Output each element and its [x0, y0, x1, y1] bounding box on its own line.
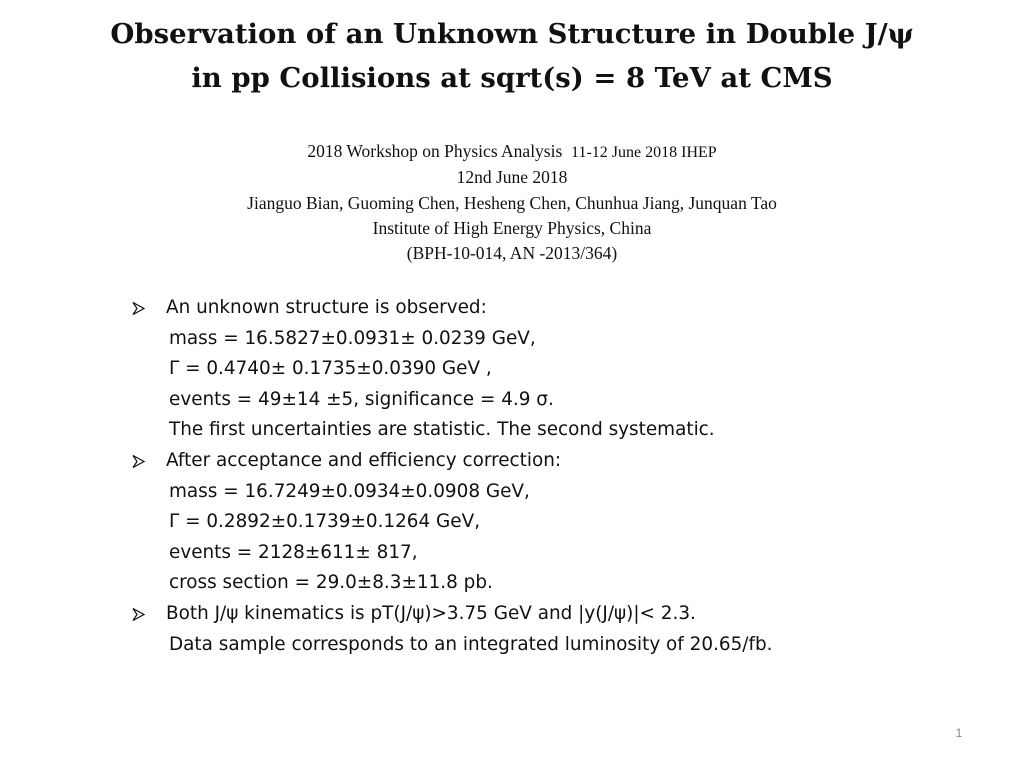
arrow-bullet-icon — [131, 454, 146, 469]
page-number: 1 — [955, 726, 963, 740]
workshop-name: 2018 Workshop on Physics Analysis — [307, 141, 563, 161]
bullet-sub-line: events = 2128±611± 817, — [169, 541, 418, 563]
bullet-sub-line: mass = 16.5827±0.0931± 0.0239 GeV, — [169, 327, 536, 349]
bullet-text: After acceptance and efficiency correction: — [166, 449, 562, 471]
bullet-sub-line: Data sample corresponds to an integrated luminosity of 20.65/fb. — [169, 633, 773, 655]
workshop-line — [0, 139, 1024, 165]
workshop-dates: 11-12 June 2018 IHEP — [571, 144, 717, 161]
bullet-sub-line: events = 49±14 ±5, significance = 4.9 σ. — [169, 388, 554, 410]
bullet-text: An unknown structure is observed: — [166, 297, 487, 318]
institute: Institute of High Energy Physics, China — [372, 217, 652, 238]
bullet-sub-line: Γ = 0.4740± 0.1735±0.0390 GeV , — [169, 358, 492, 380]
bullet-item — [131, 599, 991, 630]
authors: Jianguo Bian, Guoming Chen, Hesheng Chen, Chunhua Jiang, Junquan Tao — [247, 192, 777, 213]
arrow-bullet-icon — [131, 607, 146, 622]
title-line-2: in pp Collisions at sqrt(s) = 8 TeV at CMS — [191, 62, 833, 94]
bullet-item — [131, 446, 991, 477]
bullet-text: Both J/ψ kinematics is pT(J/ψ)>3.75 GeV and |y(J/ψ)|< 2.3. — [166, 602, 696, 624]
bullet-sub-line: cross section = 29.0±8.3±11.8 pb. — [169, 572, 493, 594]
presentation-date: 12nd June 2018 — [456, 167, 568, 188]
reference: (BPH-10-014, AN -2013/364) — [406, 243, 618, 264]
presentation-meta — [0, 139, 1024, 266]
bullet-sub-line: The first uncertainties are statistic. The second systematic. — [169, 419, 715, 441]
bullet-list — [131, 293, 991, 660]
bullet-sub-line: mass = 16.7249±0.0934±0.0908 GeV, — [169, 480, 530, 502]
bullet-item — [131, 293, 991, 324]
bullet-sub-line: Γ = 0.2892±0.1739±0.1264 GeV, — [169, 511, 481, 533]
title-line-1: Observation of an Unknown Structure in Double J/ψ — [110, 18, 914, 50]
arrow-bullet-icon — [131, 301, 146, 316]
slide-title — [0, 12, 1024, 100]
